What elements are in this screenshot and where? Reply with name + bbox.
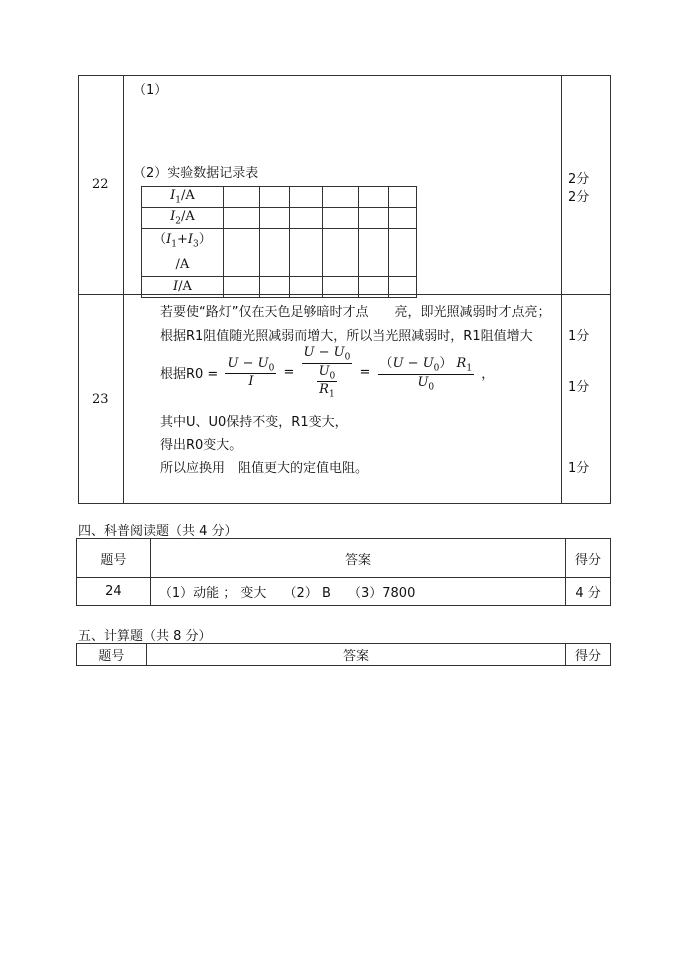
q23-score-2: 1分 [568,380,590,395]
header-score: 得分 [566,644,611,666]
q24-answer: （1）动能 ； 变大 （2） B （3）7800 [150,578,565,606]
q22-part1: （1） [133,83,168,98]
row-label-i1-plus-i3: $(I_1+I_3)$ /A [142,229,224,277]
q23-line2: 根据R1阻值随光照减弱而增大，所以当光照减弱时，R1阻值增大 [160,329,533,344]
section5-title: 五、计算题（共 8 分） [78,629,212,644]
q22-score-2: 2分 [568,190,590,205]
section4-title: 四、科普阅读题（共 4 分） [78,524,238,539]
q22-part2: （2）实验数据记录表 [133,166,259,181]
header-answer: 答案 [150,539,565,578]
formula-prefix: 根据R0 = [160,366,219,382]
fraction-2: $\frac{U - U_0}{\frac{U_0}{R_1}}$ [303,345,351,400]
q23-line4: 其中U、U0保持不变，R1变大， [160,415,348,430]
q23-line5: 得出R0变大。 [160,438,243,453]
q23-score-3: 1分 [568,461,590,476]
q22-score-1: 2分 [568,172,590,187]
experiment-data-table [141,186,417,298]
header-number: 题号 [77,539,151,578]
header-number: 题号 [77,644,147,666]
section5-table [76,643,611,666]
formula-suffix: ， [481,366,495,382]
section4-table [76,538,611,606]
header-answer: 答案 [146,644,565,666]
q24-number: 24 [77,578,151,606]
row-label-i1: $I_1/A$ [142,187,224,208]
q23-formula: 根据R0 = $\frac{U - U_0}{I}$ = $\frac{U - U_0}{\frac{U_0}{R_1}}$ = $\frac{(U - U_0) R_1}{U_0}$ ， [160,345,495,400]
q22-number: 22 [92,177,109,192]
q23-score-1: 1分 [568,329,590,344]
fraction-1: $\frac{U - U_0}{I}$ [227,355,275,390]
fraction-3: $\frac{(U - U_0) R_1}{U_0}$ [378,352,475,392]
q23-number: 23 [92,392,109,407]
header-score: 得分 [566,539,611,578]
row-label-i: I/A [142,276,224,297]
row-label-i2: $I_2/A$ [142,208,224,229]
q24-score: 4 分 [566,578,611,606]
q23-line6: 所以应换用 阻值更大的定值电阻。 [160,461,369,476]
q23-line1: 若要使“路灯”仅在天色足够暗时才点 亮，即光照减弱时才点亮； [160,305,551,320]
